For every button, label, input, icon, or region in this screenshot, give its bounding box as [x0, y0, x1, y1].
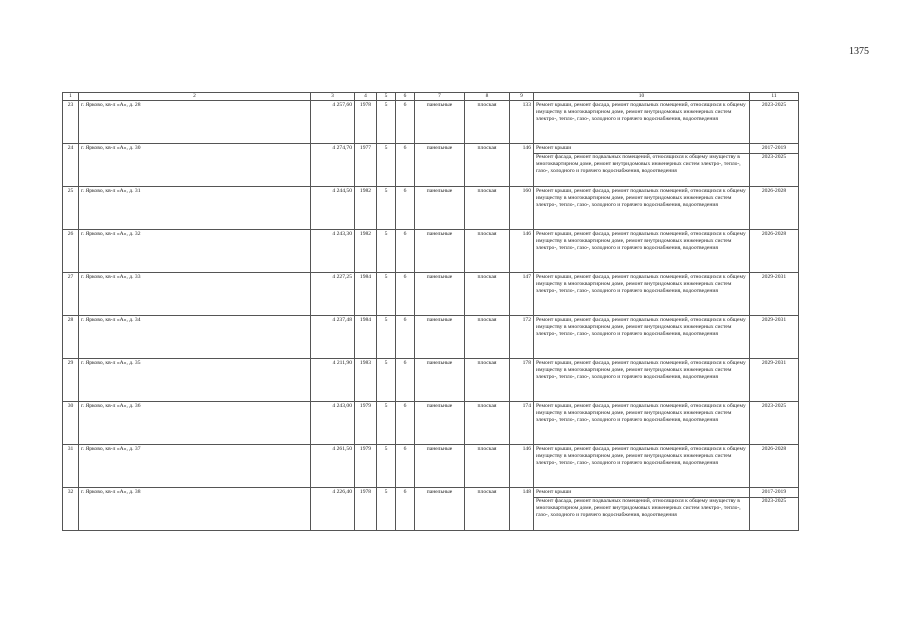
repair-work-line: Ремонт крыши, ремонт фасада, ремонт подвальных помещений, относящихся к общему имуществу в многоквартирном доме, ремонт внутридомовых инженерных систем электро-, тепло-, газо-, холодного и горячего водоснабжения, водоотведения — [536, 316, 746, 338]
address-cell: г. Ярково, кв-л «А», д. 38 — [79, 488, 311, 531]
area-cell: 4 274,70 — [311, 144, 355, 187]
page-number: 1375 — [849, 46, 869, 57]
row-number: 30 — [63, 402, 79, 445]
floors-cell: 5 — [377, 273, 396, 316]
table-row — [63, 273, 799, 316]
floors-cell: 5 — [377, 187, 396, 230]
area-cell: 4 244,50 — [311, 187, 355, 230]
row-number: 25 — [63, 187, 79, 230]
repair-period-line: 2026-2028 — [761, 187, 787, 194]
row-number: 31 — [63, 445, 79, 488]
floors-cell: 5 — [377, 101, 396, 144]
repair-work-line: Ремонт фасада, ремонт подвальных помещений, относящихся к общему имуществу в многоквартирном доме, ремонт внутридомовых инженерных систем электро-, тепло-, газо-, холодного и горячего водоснабжения, водоотведения — [534, 497, 749, 520]
repair-work-cell — [534, 445, 750, 488]
area-cell: 4 243,30 — [311, 230, 355, 273]
row-number: 26 — [63, 230, 79, 273]
column-number: 6 — [396, 93, 415, 101]
residents-cell: 146 — [510, 144, 534, 187]
address-cell: г. Ярково, кв-л «А», д. 35 — [79, 359, 311, 402]
repair-period-line: 2023-2025 — [761, 101, 787, 108]
entrances-cell: 6 — [396, 316, 415, 359]
year-built-cell: 1983 — [355, 359, 377, 402]
address-cell: г. Ярково, кв-л «А», д. 34 — [79, 316, 311, 359]
column-number: 8 — [465, 93, 510, 101]
wall-material-cell: панельные — [415, 144, 465, 187]
area-cell: 4 226,40 — [311, 488, 355, 531]
repair-work-line: Ремонт крыши, ремонт фасада, ремонт подвальных помещений, относящихся к общему имуществу в многоквартирном доме, ремонт внутридомовых инженерных систем электро-, тепло-, газо-, холодного и горячего водоснабжения, водоотведения — [536, 445, 746, 467]
wall-material-cell: панельные — [415, 316, 465, 359]
repair-period-cell — [750, 445, 799, 488]
repair-work-line: Ремонт крыши, ремонт фасада, ремонт подвальных помещений, относящихся к общему имуществу в многоквартирном доме, ремонт внутридомовых инженерных систем электро-, тепло-, газо-, холодного и горячего водоснабжения, водоотведения — [536, 230, 746, 252]
roof-type-cell: плоская — [465, 402, 510, 445]
row-number: 27 — [63, 273, 79, 316]
repair-period-cell — [750, 144, 799, 187]
roof-type-cell: плоская — [465, 359, 510, 402]
year-built-cell: 1979 — [355, 402, 377, 445]
year-built-cell: 1982 — [355, 230, 377, 273]
address-cell: г. Ярково, кв-л «А», д. 37 — [79, 445, 311, 488]
year-built-cell: 1978 — [355, 488, 377, 531]
residents-cell: 160 — [510, 187, 534, 230]
repair-period-cell — [750, 230, 799, 273]
entrances-cell: 6 — [396, 359, 415, 402]
wall-material-cell: панельные — [415, 359, 465, 402]
repair-period-line: 2026-2028 — [761, 230, 787, 237]
column-number: 3 — [311, 93, 355, 101]
residents-cell: 174 — [510, 402, 534, 445]
column-number: 5 — [377, 93, 396, 101]
area-cell: 4 257,60 — [311, 101, 355, 144]
address-cell: г. Ярково, кв-л «А», д. 31 — [79, 187, 311, 230]
repair-period-line: 2029-2031 — [761, 273, 787, 280]
repair-work-cell — [534, 359, 750, 402]
table-row — [63, 144, 799, 187]
repair-period-cell — [750, 273, 799, 316]
year-built-cell: 1982 — [355, 187, 377, 230]
column-number: 7 — [415, 93, 465, 101]
housing-repair-table — [62, 92, 799, 531]
repair-period-line: 2023-2025 — [761, 402, 787, 409]
area-cell: 4 211,90 — [311, 359, 355, 402]
repair-work-line: Ремонт крыши, ремонт фасада, ремонт подвальных помещений, относящихся к общему имуществу в многоквартирном доме, ремонт внутридомовых инженерных систем электро-, тепло-, газо-, холодного и горячего водоснабжения, водоотведения — [536, 359, 746, 381]
roof-type-cell: плоская — [465, 488, 510, 531]
column-number: 10 — [534, 93, 750, 101]
area-cell: 4 227,25 — [311, 273, 355, 316]
column-number: 2 — [79, 93, 311, 101]
repair-work-line: Ремонт фасада, ремонт подвальных помещений, относящихся к общему имуществу в многоквартирном доме, ремонт внутридомовых инженерных систем электро-, тепло-, газо-, холодного и горячего водоснабжения, водоотведения — [534, 153, 749, 176]
area-cell: 4 237,48 — [311, 316, 355, 359]
roof-type-cell: плоская — [465, 230, 510, 273]
address-cell: г. Ярково, кв-л «А», д. 28 — [79, 101, 311, 144]
residents-cell: 148 — [510, 488, 534, 531]
roof-type-cell: плоская — [465, 316, 510, 359]
roof-type-cell: плоская — [465, 144, 510, 187]
wall-material-cell: панельные — [415, 187, 465, 230]
floors-cell: 5 — [377, 144, 396, 187]
wall-material-cell: панельные — [415, 101, 465, 144]
repair-period-line: 2023-2025 — [750, 153, 798, 161]
repair-period-cell — [750, 359, 799, 402]
repair-period-cell — [750, 488, 799, 531]
table-row — [63, 402, 799, 445]
wall-material-cell: панельные — [415, 402, 465, 445]
entrances-cell: 6 — [396, 101, 415, 144]
repair-work-line: Ремонт крыши — [536, 144, 572, 151]
repair-work-cell — [534, 101, 750, 144]
repair-period-cell — [750, 101, 799, 144]
year-built-cell: 1979 — [355, 445, 377, 488]
residents-cell: 146 — [510, 445, 534, 488]
repair-work-cell — [534, 273, 750, 316]
repair-period-line: 2026-2028 — [761, 445, 787, 452]
address-cell: г. Ярково, кв-л «А», д. 33 — [79, 273, 311, 316]
roof-type-cell: плоская — [465, 445, 510, 488]
residents-cell: 146 — [510, 230, 534, 273]
row-number: 24 — [63, 144, 79, 187]
year-built-cell: 1984 — [355, 273, 377, 316]
table-row — [63, 187, 799, 230]
row-number: 29 — [63, 359, 79, 402]
wall-material-cell: панельные — [415, 230, 465, 273]
year-built-cell: 1984 — [355, 316, 377, 359]
table-row — [63, 101, 799, 144]
roof-type-cell: плоская — [465, 101, 510, 144]
repair-period-cell — [750, 316, 799, 359]
entrances-cell: 6 — [396, 488, 415, 531]
repair-period-line: 2029-2031 — [761, 316, 787, 323]
table-row — [63, 316, 799, 359]
floors-cell: 5 — [377, 488, 396, 531]
repair-work-cell — [534, 488, 750, 531]
wall-material-cell: панельные — [415, 488, 465, 531]
floors-cell: 5 — [377, 402, 396, 445]
repair-period-line: 2023-2025 — [750, 497, 798, 505]
row-number: 28 — [63, 316, 79, 359]
year-built-cell: 1978 — [355, 101, 377, 144]
repair-period-line: 2029-2031 — [761, 359, 787, 366]
repair-work-cell — [534, 402, 750, 445]
residents-cell: 172 — [510, 316, 534, 359]
entrances-cell: 6 — [396, 445, 415, 488]
entrances-cell: 6 — [396, 187, 415, 230]
row-number: 32 — [63, 488, 79, 531]
roof-type-cell: плоская — [465, 273, 510, 316]
repair-work-line: Ремонт крыши — [536, 488, 572, 495]
roof-type-cell: плоская — [465, 187, 510, 230]
row-number: 23 — [63, 101, 79, 144]
entrances-cell: 6 — [396, 144, 415, 187]
repair-work-cell — [534, 316, 750, 359]
repair-work-line: Ремонт крыши, ремонт фасада, ремонт подвальных помещений, относящихся к общему имуществу в многоквартирном доме, ремонт внутридомовых инженерных систем электро-, тепло-, газо-, холодного и горячего водоснабжения, водоотведения — [536, 273, 746, 295]
repair-period-line: 2017-2019 — [761, 488, 787, 495]
repair-work-line: Ремонт крыши, ремонт фасада, ремонт подвальных помещений, относящихся к общему имуществу в многоквартирном доме, ремонт внутридомовых инженерных систем электро-, тепло-, газо-, холодного и горячего водоснабжения, водоотведения — [536, 101, 746, 123]
repair-period-line: 2017-2019 — [761, 144, 787, 151]
floors-cell: 5 — [377, 316, 396, 359]
column-number: 11 — [750, 93, 799, 101]
entrances-cell: 6 — [396, 402, 415, 445]
address-cell: г. Ярково, кв-л «А», д. 30 — [79, 144, 311, 187]
repair-work-cell — [534, 230, 750, 273]
column-number: 9 — [510, 93, 534, 101]
floors-cell: 5 — [377, 230, 396, 273]
column-number: 4 — [355, 93, 377, 101]
wall-material-cell: панельные — [415, 445, 465, 488]
repair-work-line: Ремонт крыши, ремонт фасада, ремонт подвальных помещений, относящихся к общему имуществу в многоквартирном доме, ремонт внутридомовых инженерных систем электро-, тепло-, газо-, холодного и горячего водоснабжения, водоотведения — [536, 402, 746, 424]
repair-work-cell — [534, 144, 750, 187]
floors-cell: 5 — [377, 359, 396, 402]
residents-cell: 147 — [510, 273, 534, 316]
address-cell: г. Ярково, кв-л «А», д. 36 — [79, 402, 311, 445]
wall-material-cell: панельные — [415, 273, 465, 316]
floors-cell: 5 — [377, 445, 396, 488]
entrances-cell: 6 — [396, 230, 415, 273]
table-row — [63, 488, 799, 531]
area-cell: 4 243,00 — [311, 402, 355, 445]
area-cell: 4 261,50 — [311, 445, 355, 488]
repair-period-cell — [750, 187, 799, 230]
entrances-cell: 6 — [396, 273, 415, 316]
column-number: 1 — [63, 93, 79, 101]
year-built-cell: 1977 — [355, 144, 377, 187]
address-cell: г. Ярково, кв-л «А», д. 32 — [79, 230, 311, 273]
column-number-row — [63, 93, 799, 101]
table-row — [63, 359, 799, 402]
repair-period-cell — [750, 402, 799, 445]
residents-cell: 133 — [510, 101, 534, 144]
repair-work-line: Ремонт крыши, ремонт фасада, ремонт подвальных помещений, относящихся к общему имуществу в многоквартирном доме, ремонт внутридомовых инженерных систем электро-, тепло-, газо-, холодного и горячего водоснабжения, водоотведения — [536, 187, 746, 209]
repair-work-cell — [534, 187, 750, 230]
table-row — [63, 230, 799, 273]
table-row — [63, 445, 799, 488]
residents-cell: 178 — [510, 359, 534, 402]
